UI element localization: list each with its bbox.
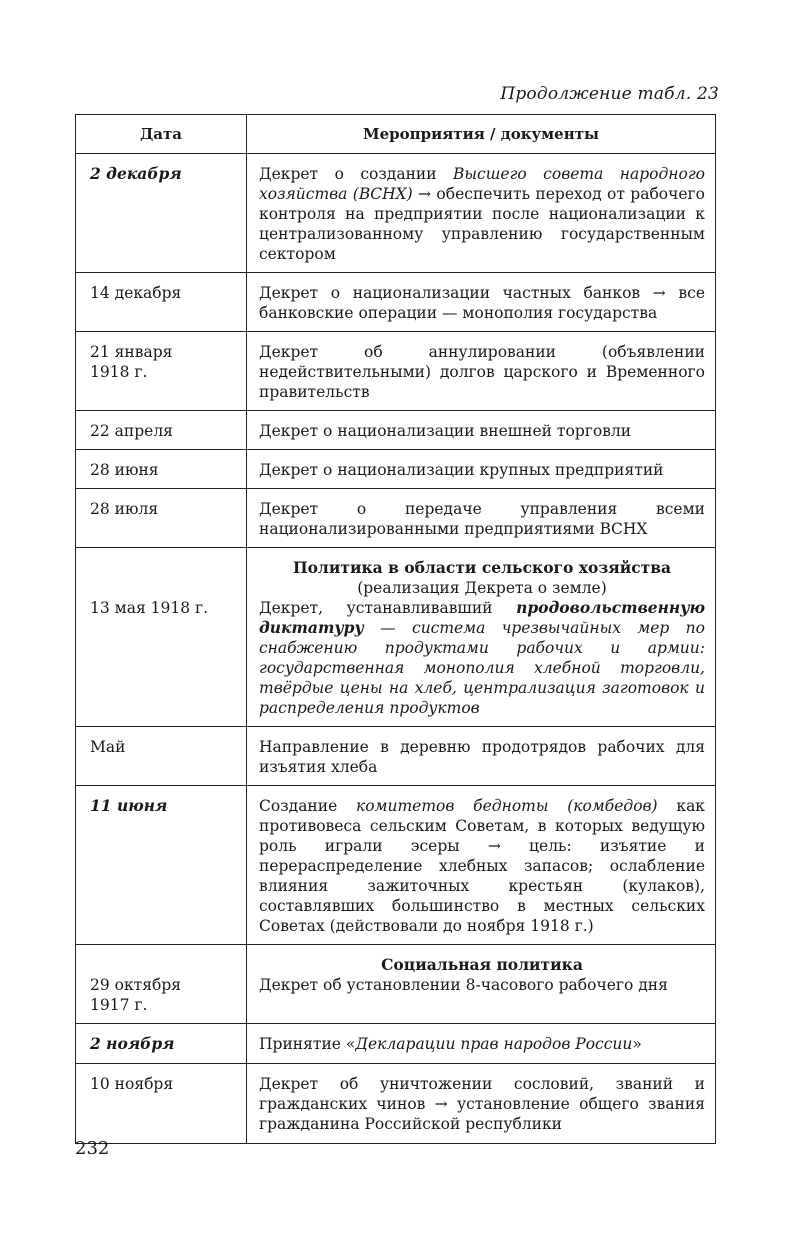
table-row <box>76 332 716 411</box>
date-cell: 28 июля <box>76 489 247 548</box>
page-number: 232 <box>75 1138 110 1159</box>
measure-cell: Направление в деревню продотрядов рабочих для изъятия хлеба <box>247 727 716 786</box>
measure-emphasis-text: — система чрезвычайных мер по снабжению продуктами рабочих и армии: государственная монополия хлебной торговли, твёрдые цены на хлеб, централизация заготовок и распределения продуктов <box>259 619 705 717</box>
measure-text: Принятие « <box>259 1035 356 1053</box>
table-row <box>76 154 716 273</box>
table-row <box>76 548 716 727</box>
measure-emphasis: Высшего совета народного хозяйства (ВСНХ) <box>259 165 706 203</box>
table-row <box>76 411 716 450</box>
date-cell: 29 октября 1917 г. <box>76 945 247 1024</box>
date-cell: 28 июня <box>76 450 247 489</box>
date-cell: 2 ноября <box>76 1024 247 1064</box>
measure-cell <box>247 548 716 727</box>
column-header-measures: Мероприятия / документы <box>247 115 716 154</box>
date-cell: 22 апреля <box>76 411 247 450</box>
measure-emphasis: продовольственную диктатуру <box>259 598 705 637</box>
date-cell: 21 января 1918 г. <box>76 332 247 411</box>
measure-cell: Декрет о передаче управления всеми национализированными предприятиями ВСНХ <box>247 489 716 548</box>
table-row <box>76 945 716 1024</box>
table-row <box>76 489 716 548</box>
table-row <box>76 727 716 786</box>
measure-text: Создание <box>259 797 357 815</box>
measure-text: как противовеса сельским Советам, в которых ведущую роль играли эсеры → цель: изъятие и перераспределение хлебных запасов; ослабление влияния зажиточных крестьян (кулаков), составлявших большинство в местных сельских Советах (действовали до ноября 1918 г.) <box>259 797 705 935</box>
table-row <box>76 273 716 332</box>
section-heading: Политика в области сельского хозяйства <box>292 558 672 577</box>
measure-cell <box>247 786 716 945</box>
measure-cell: Декрет об уничтожении сословий, званий и гражданских чинов → установление общего звания гражданина Российской республики <box>247 1064 716 1144</box>
section-subheading: (реализация Декрета о земле) <box>357 579 607 597</box>
date-cell: 13 мая 1918 г. <box>76 548 247 727</box>
date-cell: 2 декабря <box>76 154 247 273</box>
measure-cell: Декрет о национализации крупных предприятий <box>247 450 716 489</box>
measure-cell: Декрет о национализации частных банков → все банковские операции — монополия государства <box>247 273 716 332</box>
measure-text: » <box>632 1035 642 1053</box>
events-table <box>75 114 716 1144</box>
measure-cell <box>247 945 716 1024</box>
measure-cell <box>247 154 716 273</box>
table-row <box>76 450 716 489</box>
measure-emphasis: Декларации прав народов России <box>355 1035 633 1053</box>
measure-emphasis: комитетов бедноты (комбедов) <box>356 797 658 815</box>
measure-cell <box>247 1024 716 1064</box>
column-header-date: Дата <box>76 115 247 154</box>
table-row <box>76 1064 716 1144</box>
table-header-row <box>76 115 716 154</box>
date-cell: 14 декабря <box>76 273 247 332</box>
measure-cell: Декрет о национализации внешней торговли <box>247 411 716 450</box>
table-caption: Продолжение табл. 23 <box>500 84 719 104</box>
measure-cell: Декрет об аннулировании (объявлении недействительными) долгов царского и Временного правительств <box>247 332 716 411</box>
section-heading: Социальная политика <box>381 955 583 974</box>
table-row <box>76 1024 716 1064</box>
measure-text: Декрет о создании <box>259 165 454 183</box>
date-cell: 10 ноября <box>76 1064 247 1144</box>
table-row <box>76 786 716 945</box>
date-cell: 11 июня <box>76 786 247 945</box>
measure-text: Декрет об установлении 8-часового рабочего дня <box>259 976 668 994</box>
date-cell: Май <box>76 727 247 786</box>
measure-text: Декрет, устанавливавший <box>259 599 517 617</box>
measure-text: → обеспечить переход от рабочего контроля на предприятии после национализации к централизованному управлению государственным сектором <box>259 185 705 263</box>
